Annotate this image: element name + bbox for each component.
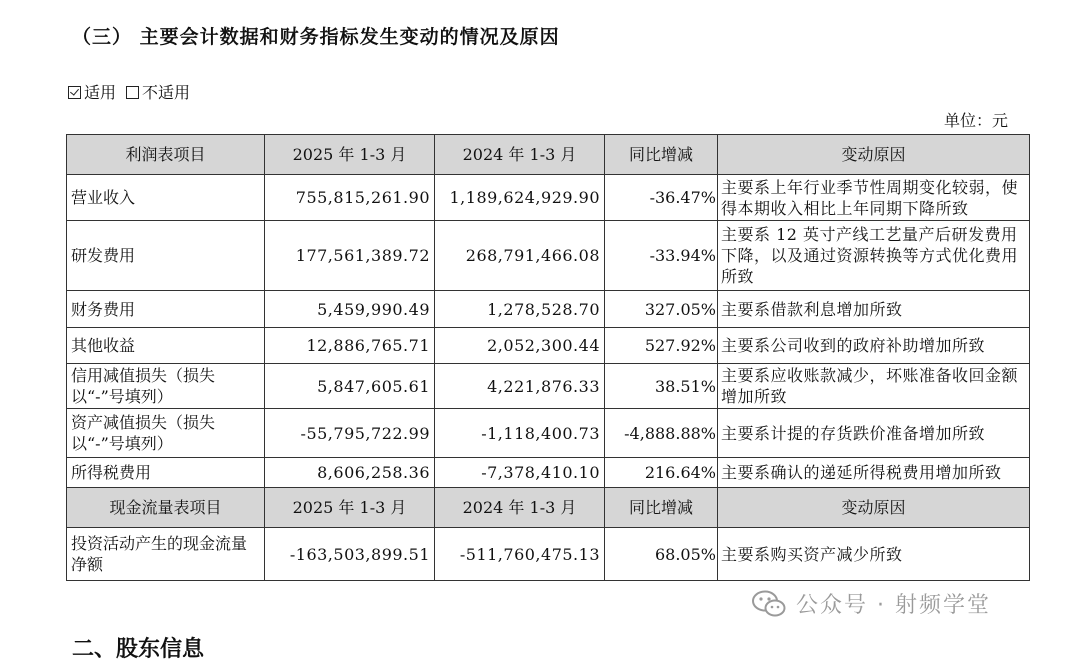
next-section-heading: 二、股东信息 — [72, 637, 205, 662]
watermark — [752, 588, 991, 619]
wechat-icon — [752, 590, 786, 618]
header-cell: 2025 年 1-3 月 — [265, 488, 435, 528]
header-cell: 变动原因 — [718, 135, 1030, 175]
item-cell: 投资活动产生的现金流量净额 — [67, 528, 265, 581]
change-cell: 216.64% — [605, 458, 718, 488]
item-cell: 财务费用 — [67, 291, 265, 328]
prior-value-cell: 4,221,876.33 — [435, 364, 605, 409]
change-cell: -4,888.88% — [605, 409, 718, 458]
current-value-cell: 8,606,258.36 — [265, 458, 435, 488]
prior-value-cell: -7,378,410.10 — [435, 458, 605, 488]
item-cell: 所得税费用 — [67, 458, 265, 488]
current-value-cell: -163,503,899.51 — [265, 528, 435, 581]
prior-value-cell: 1,189,624,929.90 — [435, 175, 605, 221]
item-cell: 其他收益 — [67, 328, 265, 364]
checked-box-icon — [68, 86, 81, 99]
header-cell: 2025 年 1-3 月 — [265, 135, 435, 175]
table-row — [67, 409, 1030, 458]
table-row — [67, 328, 1030, 364]
item-cell: 营业收入 — [67, 175, 265, 221]
header-cell: 2024 年 1-3 月 — [435, 488, 605, 528]
unchecked-box-icon — [126, 86, 139, 99]
table-row — [67, 528, 1030, 581]
reason-cell: 主要系应收账款减少，坏账准备收回金额增加所致 — [718, 364, 1030, 409]
current-value-cell: 755,815,261.90 — [265, 175, 435, 221]
not-applicable-option — [126, 80, 190, 103]
prior-value-cell: 2,052,300.44 — [435, 328, 605, 364]
header-cell: 现金流量表项目 — [67, 488, 265, 528]
watermark-text: 公众号 · 射频学堂 — [796, 593, 991, 618]
prior-value-cell: 1,278,528.70 — [435, 291, 605, 328]
income-header-row — [67, 135, 1030, 175]
change-cell: 38.51% — [605, 364, 718, 409]
prior-value-cell: -511,760,475.13 — [435, 528, 605, 581]
prior-value-cell: 268,791,466.08 — [435, 221, 605, 291]
header-cell: 同比增减 — [605, 135, 718, 175]
reason-cell: 主要系购买资产减少所致 — [718, 528, 1030, 581]
change-cell: 68.05% — [605, 528, 718, 581]
current-value-cell: 5,459,990.49 — [265, 291, 435, 328]
current-value-cell: -55,795,722.99 — [265, 409, 435, 458]
change-cell: 527.92% — [605, 328, 718, 364]
header-cell: 利润表项目 — [67, 135, 265, 175]
current-value-cell: 5,847,605.61 — [265, 364, 435, 409]
change-cell: -36.47% — [605, 175, 718, 221]
table-row — [67, 458, 1030, 488]
item-cell: 信用减值损失（损失以“-”号填列） — [67, 364, 265, 409]
applicability-options — [68, 80, 190, 103]
table-row — [67, 291, 1030, 328]
prior-value-cell: -1,118,400.73 — [435, 409, 605, 458]
reason-cell: 主要系借款利息增加所致 — [718, 291, 1030, 328]
current-value-cell: 177,561,389.72 — [265, 221, 435, 291]
applicable-option — [68, 80, 116, 103]
unit-label: 单位：元 — [943, 111, 1008, 130]
financial-change-table — [66, 134, 1030, 581]
reason-cell: 主要系公司收到的政府补助增加所致 — [718, 328, 1030, 364]
applicable-label: 适用 — [84, 83, 117, 102]
table-row — [67, 364, 1030, 409]
header-cell: 2024 年 1-3 月 — [435, 135, 605, 175]
header-cell: 同比增减 — [605, 488, 718, 528]
section-title: （三） 主要会计数据和财务指标发生变动的情况及原因 — [72, 26, 560, 48]
cashflow-header-row — [67, 488, 1030, 528]
table-row — [67, 175, 1030, 221]
not-applicable-label: 不适用 — [142, 83, 191, 102]
reason-cell: 主要系计提的存货跌价准备增加所致 — [718, 409, 1030, 458]
item-cell: 研发费用 — [67, 221, 265, 291]
reason-cell: 主要系上年行业季节性周期变化较弱，使得本期收入相比上年同期下降所致 — [718, 175, 1030, 221]
header-cell: 变动原因 — [718, 488, 1030, 528]
current-value-cell: 12,886,765.71 — [265, 328, 435, 364]
table-row — [67, 221, 1030, 291]
reason-cell: 主要系 12 英寸产线工艺量产后研发费用下降，以及通过资源转换等方式优化费用所致 — [718, 221, 1030, 291]
item-cell: 资产减值损失（损失以“-”号填列） — [67, 409, 265, 458]
change-cell: -33.94% — [605, 221, 718, 291]
reason-cell: 主要系确认的递延所得税费用增加所致 — [718, 458, 1030, 488]
change-cell: 327.05% — [605, 291, 718, 328]
